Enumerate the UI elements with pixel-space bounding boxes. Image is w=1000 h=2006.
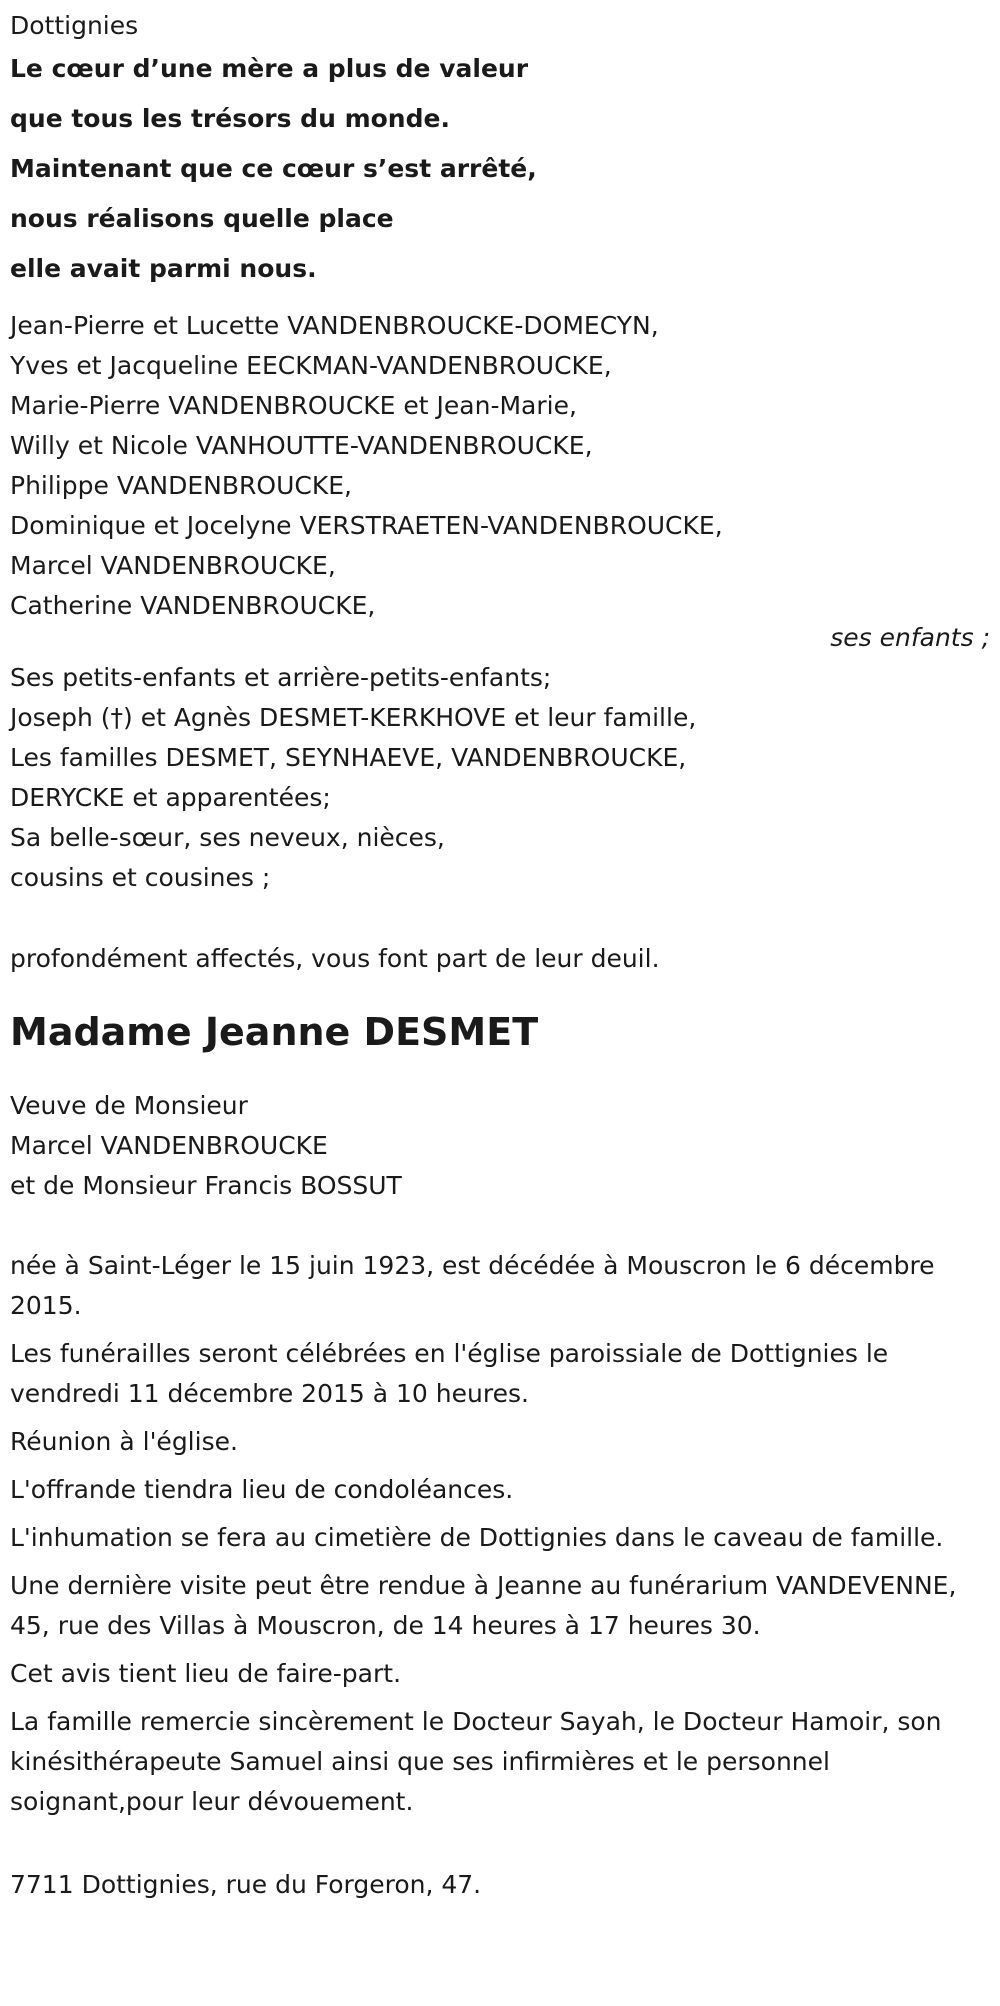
child-entry: Philippe VANDENBROUCKE, <box>10 471 352 500</box>
visit-info: Une dernière visite peut être rendue à Jeanne au funérarium VANDEVENNE, 45, rue des Villas à Mouscron, de 14 heures à 17 heures 30. <box>10 1571 957 1640</box>
affected-statement: profondément affectés, vous font part de leur deuil. <box>10 944 660 973</box>
deceased-name: Madame Jeanne DESMET <box>10 1010 539 1054</box>
memorial-quote <box>10 44 990 294</box>
child-entry: Marcel VANDENBROUCKE, <box>10 551 336 580</box>
quote-line: elle avait parmi nous. <box>10 254 317 283</box>
relatives-list <box>10 658 990 898</box>
child-entry: Marie-Pierre VANDENBROUCKE et Jean-Marie, <box>10 391 577 420</box>
quote-line: nous réalisons quelle place <box>10 204 394 233</box>
relative-entry: Sa belle-sœur, ses neveux, nièces, <box>10 823 445 852</box>
thanks-note: La famille remercie sincèrement le Docteur Sayah, le Docteur Hamoir, son kinésithérapeute Samuel ainsi que ses infirmières et le personnel soignant,pour leur dévouement. <box>10 1707 942 1816</box>
widow-line: et de Monsieur Francis BOSSUT <box>10 1171 402 1200</box>
widow-line: Marcel VANDENBROUCKE <box>10 1131 328 1160</box>
funeral-details: Les funérailles seront célébrées en l'église paroissiale de Dottignies le vendredi 11 décembre 2015 à 10 heures. <box>10 1339 889 1408</box>
widow-of <box>10 1086 990 1206</box>
quote-line: Maintenant que ce cœur s’est arrêté, <box>10 154 537 183</box>
child-entry: Yves et Jacqueline EECKMAN-VANDENBROUCKE, <box>10 351 612 380</box>
child-entry: Jean-Pierre et Lucette VANDENBROUCKE-DOMECYN, <box>10 311 659 340</box>
birth-death-info: née à Saint-Léger le 15 juin 1923, est décédée à Mouscron le 6 décembre 2015. <box>10 1251 935 1320</box>
relative-entry: DERYCKE et apparentées; <box>10 783 331 812</box>
burial-info: L'inhumation se fera au cimetière de Dottignies dans le caveau de famille. <box>10 1523 944 1552</box>
children-role-label: ses enfants ; <box>830 623 990 652</box>
children-list <box>10 306 990 626</box>
child-entry: Dominique et Jocelyne VERSTRAETEN-VANDENBROUCKE, <box>10 511 723 540</box>
child-entry: Willy et Nicole VANHOUTTE-VANDENBROUCKE, <box>10 431 593 460</box>
quote-line: que tous les trésors du monde. <box>10 104 450 133</box>
announcement-note: Cet avis tient lieu de faire-part. <box>10 1659 402 1688</box>
widow-line: Veuve de Monsieur <box>10 1091 248 1120</box>
child-entry: Catherine VANDENBROUCKE, <box>10 591 376 620</box>
town-heading: Dottignies <box>10 11 139 40</box>
quote-line: Le cœur d’une mère a plus de valeur <box>10 54 529 83</box>
meeting-info: Réunion à l'église. <box>10 1427 238 1456</box>
family-address: 7711 Dottignies, rue du Forgeron, 47. <box>10 1870 482 1899</box>
relative-entry: cousins et cousines ; <box>10 863 271 892</box>
relative-entry: Ses petits-enfants et arrière-petits-enfants; <box>10 663 552 692</box>
relative-entry: Joseph (†) et Agnès DESMET-KERKHOVE et leur famille, <box>10 703 697 732</box>
relative-entry: Les familles DESMET, SEYNHAEVE, VANDENBROUCKE, <box>10 743 687 772</box>
condolences-info: L'offrande tiendra lieu de condoléances. <box>10 1475 514 1504</box>
